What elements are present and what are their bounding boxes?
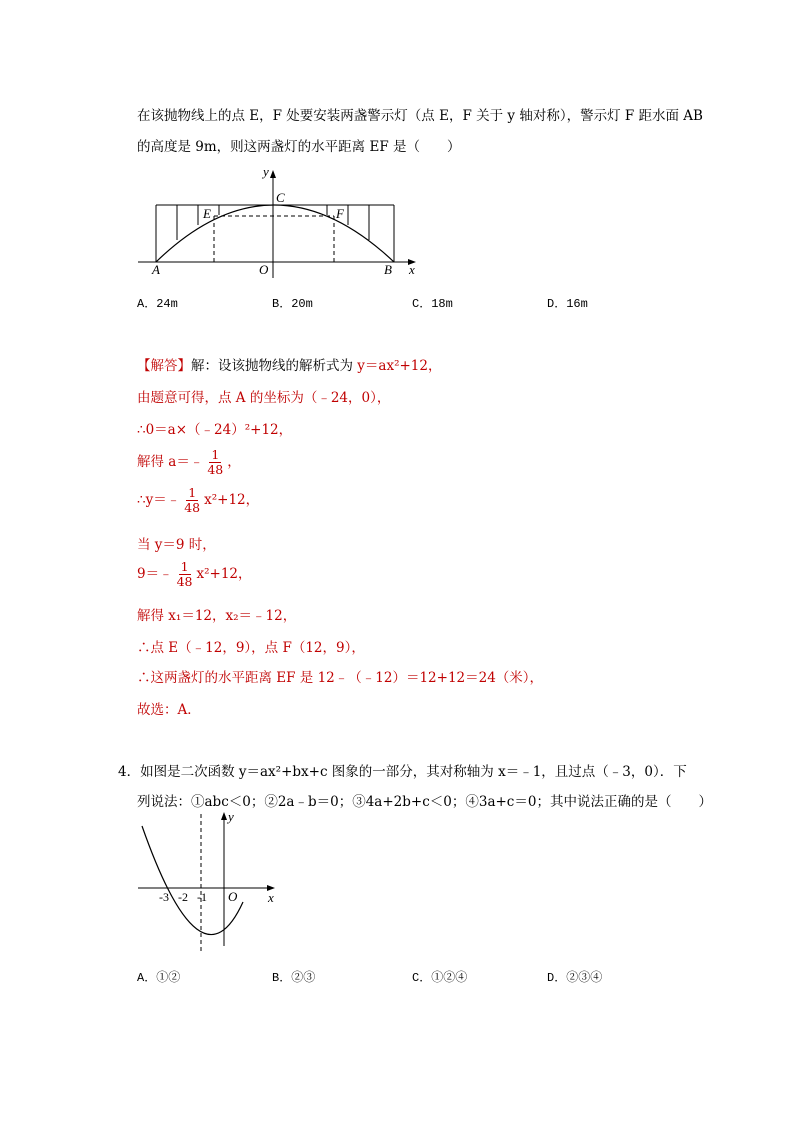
- solution-l4-tail: ，: [227, 454, 241, 470]
- solution-l5-fraction: [182, 486, 202, 515]
- solution-line-2: 由题意可得，点 A 的坐标为（﹣24，0），: [137, 390, 391, 406]
- q4-stem-line2: 列说法：①abc＜0；②2a﹣b＝0；③4a+2b+c＜0；④3a+c＝0；其中说法正确的是（ ）: [137, 794, 712, 810]
- solution-l4-num: 1: [211, 447, 220, 462]
- q4-option-a: A．①②: [137, 971, 181, 985]
- solution-l7-tail: x²+12，: [196, 566, 252, 582]
- solution-l5-lead: ∴y＝﹣: [137, 492, 181, 508]
- solution-line-8: 解得 x₁＝12，x₂＝﹣12，: [137, 608, 297, 624]
- q3-option-d: D．16m: [547, 297, 588, 311]
- solution-line-3: ∴0＝a×（﹣24）²+12，: [137, 422, 293, 438]
- solution-line-7: [137, 560, 252, 589]
- q3-label-x: x: [409, 262, 415, 277]
- solution-l7-fraction: [175, 560, 195, 589]
- q3-label-e: E: [203, 206, 211, 221]
- solution-l5-tail: x²+12，: [204, 492, 260, 508]
- q3-figure: [130, 160, 430, 280]
- q4-figure: [130, 806, 290, 956]
- q3-stem-line1: 在该抛物线上的点 E，F 处要安装两盏警示灯（点 E，F 关于 y 轴对称），警示灯 F 距水面 AB: [137, 108, 703, 124]
- solution-l7-num: 1: [180, 559, 189, 574]
- q3-label-o: O: [259, 262, 269, 277]
- q3-label-f: F: [336, 206, 344, 221]
- q3-label-a: A: [152, 262, 160, 277]
- solution-line-6: 当 y＝9 时，: [137, 537, 216, 553]
- solution-l5-den: 48: [184, 500, 201, 515]
- solution-l4-fraction: [205, 448, 225, 477]
- q4-label-o: O: [228, 889, 238, 904]
- q3-option-c: C．18m: [412, 297, 453, 311]
- q3-stem-line2: 的高度是 9m，则这两盏灯的水平距离 EF 是（ ）: [137, 139, 461, 155]
- q3-option-b: B．20m: [272, 297, 313, 311]
- q4-label-x: x: [268, 890, 274, 905]
- q4-option-b: B．②③: [272, 971, 316, 985]
- q4-label-y: y: [228, 809, 234, 824]
- solution-line-5: [137, 486, 259, 515]
- q3-label-c: C: [276, 190, 285, 205]
- q3-label-y: y: [263, 164, 269, 179]
- q4-label-minus2: -2: [178, 890, 188, 904]
- solution-tag: 【解答】: [137, 358, 191, 374]
- q4-option-d: D．②③④: [547, 971, 603, 985]
- solution-l1-lead: 解：设该抛物线的解析式为: [191, 358, 358, 374]
- solution-l5-num: 1: [188, 485, 197, 500]
- solution-l7-lead: 9＝﹣: [137, 566, 173, 582]
- solution-line-10: ∴这两盏灯的水平距离 EF 是 12﹣（﹣12）＝12+12＝24（米），: [137, 670, 544, 686]
- q3-label-b: B: [384, 262, 392, 277]
- q4-label-minus3: -3: [159, 890, 169, 904]
- solution-line-4: [137, 448, 241, 477]
- q4-option-c: C．①②④: [412, 971, 468, 985]
- solution-line-1: [137, 354, 442, 374]
- solution-l1-expr: y＝ax²+12，: [357, 358, 442, 374]
- solution-l7-den: 48: [176, 574, 193, 589]
- q4-label-minus1: -1: [197, 890, 207, 904]
- solution-line-9: ∴点 E（﹣12，9），点 F（12，9），: [137, 640, 365, 656]
- q3-option-a: A．24m: [137, 297, 178, 311]
- solution-line-11: 故选：A．: [137, 702, 201, 718]
- q4-stem-line1: 4．如图是二次函数 y＝ax²+bx+c 图象的一部分，其对称轴为 x＝﹣1，且过点（﹣3，0）．下: [118, 764, 687, 780]
- solution-l4-den: 48: [207, 462, 224, 477]
- solution-l4-lead: 解得 a＝﹣: [137, 454, 204, 470]
